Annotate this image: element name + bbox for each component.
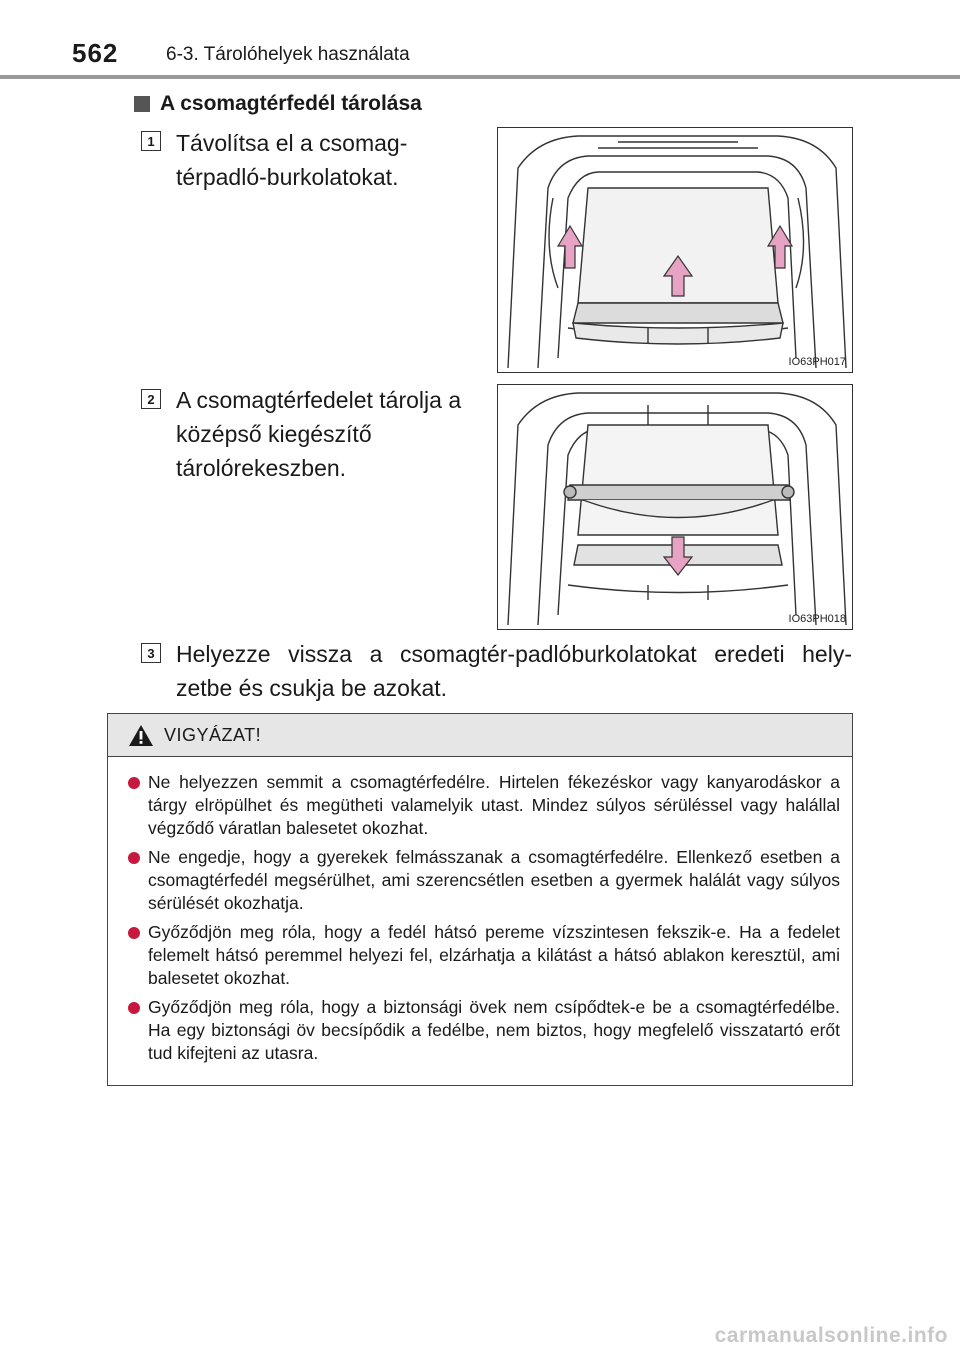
trunk-illustration-floor-boards [498,128,853,373]
caution-item [128,771,840,840]
subsection-heading [134,92,422,116]
bullet-dot-icon [128,1002,140,1014]
page-number: 562 [72,38,119,68]
step-number-3: 3 [141,643,161,663]
caution-body [108,757,852,1065]
figure-code-1: IO63PH017 [788,356,846,368]
caution-item [128,921,840,990]
step-3-line-1: Helyezze vissza a csomagtér-padlóburkolatokat eredeti hely- [176,641,852,667]
bullet-dot-icon [128,927,140,939]
subsection-heading-text: A csomagtérfedél tárolása [160,92,422,115]
header-rule [0,75,960,79]
caution-header [108,714,852,757]
figure-code-2: IO63PH018 [788,613,846,625]
caution-item [128,846,840,915]
figure-step-2 [497,384,853,630]
bullet-dot-icon [128,852,140,864]
step-1-text [176,126,407,194]
caution-item-text: Győződjön meg róla, hogy a fedél hátsó pereme vízszintesen fekszik-e. Ha a fedelet felemelt hátsó peremmel helyezi fel, elzárhatja a kilátást a hátsó ablakon keresztül, ami balesetet okozhat. [148,922,840,988]
step-3-line-2: zetbe és csukja be azokat. [176,675,448,701]
step-2-line-3: tárolórekeszben. [176,455,347,481]
square-bullet-icon [134,96,150,112]
step-2-line-1: A csomagtérfedelet tárolja a [176,387,462,413]
trunk-illustration-cover-storage [498,385,853,630]
caution-item-text: Ne engedje, hogy a gyerekek felmásszanak a csomagtérfedélre. Ellenkező esetben a csomagtérfedél megsérülhet, ami szerencsétlen esetben a gyermek halálát vagy súlyos sérülését okozhatja. [148,847,840,913]
step-number-2: 2 [141,389,161,409]
step-1-line-2: térpadló-burkolatokat. [176,164,399,190]
bullet-dot-icon [128,777,140,789]
caution-item-text: Ne helyezzen semmit a csomagtérfedélre. Hirtelen fékezéskor vagy kanyarodáskor a tárgy elröpülhet és megütheti valamelyik utast. Mindez súlyos sérüléssel vagy halállal végződő váratlan balesetet okozhat. [148,772,840,838]
step-number-1: 1 [141,131,161,151]
step-1-line-1: Távolítsa el a csomag- [176,130,408,156]
figure-step-1 [497,127,853,373]
section-title: 6-3. Tárolóhelyek használata [166,44,410,65]
up-arrow-icon [558,226,582,268]
caution-title: VIGYÁZAT! [164,724,262,745]
step-2-text [176,383,461,485]
warning-triangle-icon [128,724,154,747]
caution-item-text: Győződjön meg róla, hogy a biztonsági övek nem csípődtek-e be a csomagtérfedélbe. Ha egy biztonsági öv becsípődik a fedélbe, nem biztos, hogy megfelelő visszatartó erőt tud kifejteni az utasra. [148,997,840,1063]
caution-item [128,996,840,1065]
page-header [0,0,960,80]
step-3-text [176,637,852,705]
caution-box [107,713,853,1086]
watermark: carmanualsonline.info [714,1324,948,1347]
step-2-line-2: középső kiegészítő [176,421,372,447]
